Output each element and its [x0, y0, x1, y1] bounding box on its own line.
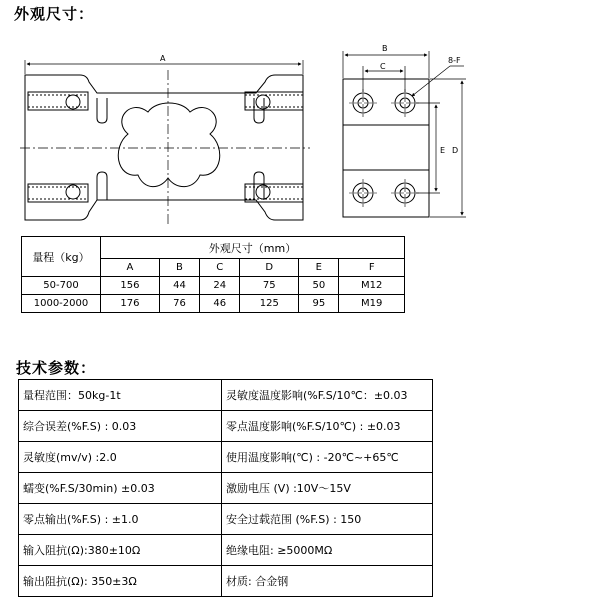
- range-cell: 50-700: [22, 277, 101, 295]
- dim-label-e: E: [440, 146, 446, 155]
- value-cell: 176: [101, 295, 160, 313]
- param-cell: 输出阻抗(Ω): 350±3Ω: [19, 566, 222, 597]
- param-cell: 绝缘电阻: ≥5000MΩ: [222, 535, 433, 566]
- value-cell: 75: [240, 277, 299, 295]
- col-header: D: [240, 259, 299, 277]
- col-header: B: [159, 259, 199, 277]
- param-cell: 材质: 合金钢: [222, 566, 433, 597]
- tech-params-table: [18, 379, 433, 597]
- param-cell: 量程范围：50kg-1t: [19, 380, 222, 411]
- value-cell: M12: [339, 277, 405, 295]
- value-cell: 44: [159, 277, 199, 295]
- param-cell: 使用温度影响(℃) : -20℃~+65℃: [222, 442, 433, 473]
- param-cell: 零点温度影响(%F.S/10℃) : ±0.03: [222, 411, 433, 442]
- load-cell-side-view: [343, 51, 466, 217]
- table-row: [19, 535, 433, 566]
- dimensions-heading: 外观尺寸：: [14, 5, 95, 23]
- dim-label-8f: 8-F: [448, 56, 461, 65]
- col-header: E: [299, 259, 339, 277]
- dim-label-c: C: [380, 62, 386, 71]
- col-header: C: [200, 259, 240, 277]
- table-row: [19, 566, 433, 597]
- dim-label-a: A: [160, 54, 166, 63]
- dims-header: 外观尺寸（mm）: [101, 237, 405, 259]
- range-header: 量程（kg）: [22, 237, 101, 277]
- value-cell: 46: [200, 295, 240, 313]
- col-header: F: [339, 259, 405, 277]
- value-cell: 156: [101, 277, 160, 295]
- value-cell: 76: [159, 295, 199, 313]
- value-cell: M19: [339, 295, 405, 313]
- table-row: [19, 411, 433, 442]
- dimension-drawing: [0, 0, 611, 235]
- dim-label-d: D: [452, 146, 459, 155]
- table-row: [19, 380, 433, 411]
- table-row: [22, 295, 405, 313]
- param-cell: 激励电压 (V) :10V～15V: [222, 473, 433, 504]
- param-cell: 零点输出(%F.S) : ±1.0: [19, 504, 222, 535]
- tech-params-heading: 技术参数：: [16, 359, 97, 377]
- dimensions-table: [21, 236, 405, 313]
- load-cell-front-view: [20, 60, 310, 225]
- dim-label-b: B: [382, 44, 388, 53]
- param-cell: 综合误差(%F.S) : 0.03: [19, 411, 222, 442]
- value-cell: 50: [299, 277, 339, 295]
- param-cell: 蠕变(%F.S/30min) ±0.03: [19, 473, 222, 504]
- value-cell: 95: [299, 295, 339, 313]
- value-cell: 24: [200, 277, 240, 295]
- param-cell: 安全过载范围 (%F.S) : 150: [222, 504, 433, 535]
- range-cell: 1000-2000: [22, 295, 101, 313]
- table-row: [19, 473, 433, 504]
- table-row: [19, 442, 433, 473]
- value-cell: 125: [240, 295, 299, 313]
- table-row: [19, 504, 433, 535]
- col-header: A: [101, 259, 160, 277]
- param-cell: 灵敏度(mv/v) :2.0: [19, 442, 222, 473]
- table-row: [22, 277, 405, 295]
- param-cell: 灵敏度温度影响(%F.S/10℃：±0.03: [222, 380, 433, 411]
- param-cell: 输入阻抗(Ω):380±10Ω: [19, 535, 222, 566]
